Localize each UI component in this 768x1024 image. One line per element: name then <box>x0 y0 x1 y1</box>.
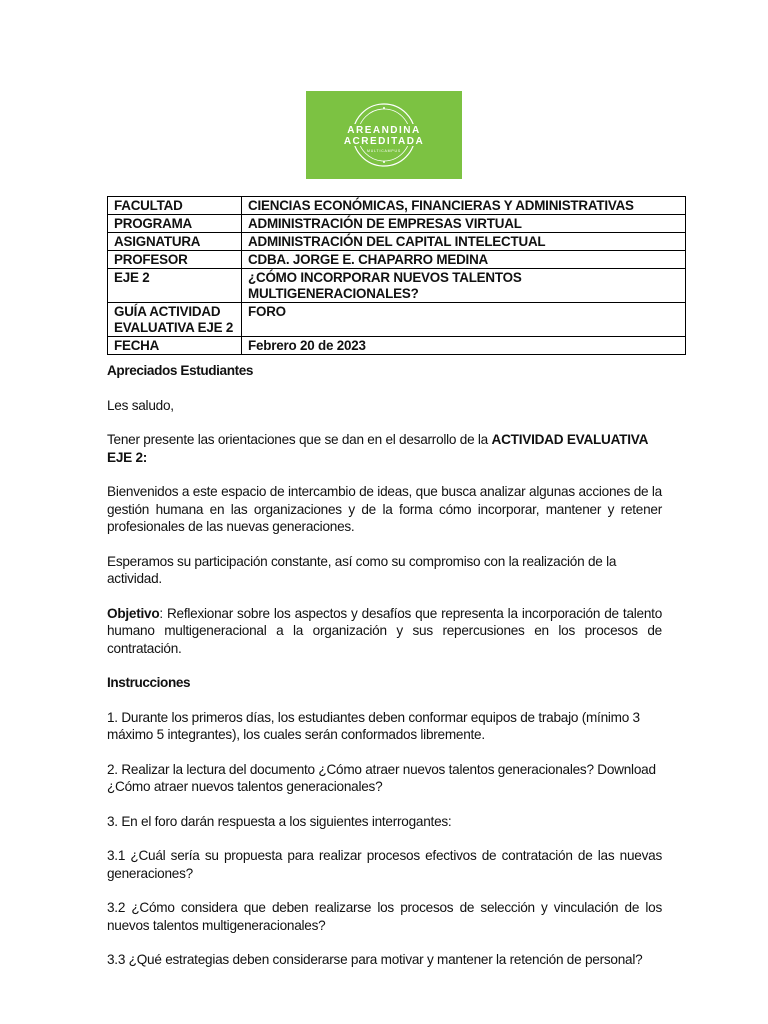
intro-bold: ACTIVIDAD EVALUATIVA EJE 2: <box>107 432 648 465</box>
table-row <box>108 251 686 269</box>
logo-line3: MULTICAMPUS <box>366 149 402 153</box>
greeting-heading: Apreciados Estudiantes <box>107 363 254 378</box>
intro-paragraph <box>107 431 662 466</box>
row-key-eje: EJE 2 <box>108 269 242 303</box>
row-value-facultad: CIENCIAS ECONÓMICAS, FINANCIERAS Y ADMINISTRATIVAS <box>242 197 686 215</box>
row-key-fecha: FECHA <box>108 337 242 355</box>
table-row <box>108 215 686 233</box>
instruction-item-2: 2. Realizar la lectura del documento ¿Cómo atraer nuevos talentos generacionales? Download ¿Cómo atraer nuevos talentos generacionales? <box>107 761 656 794</box>
row-key-guia <box>108 303 242 337</box>
instruction-item-1: 1. Durante los primeros días, los estudiantes deben conformar equipos de trabajo (mínimo 3 máximo 5 integrantes), los cuales serán conformados libremente. <box>107 709 640 742</box>
row-key-profesor: PROFESOR <box>108 251 242 269</box>
course-info-table <box>107 196 686 355</box>
table-row <box>108 197 686 215</box>
row-key-asignatura: ASIGNATURA <box>108 233 242 251</box>
table-row <box>108 269 686 303</box>
objective-label: Objetivo <box>107 605 160 621</box>
logo-line2: ACREDITADA <box>343 136 425 147</box>
row-key-guia-line2: EVALUATIVA EJE 2 <box>114 320 234 335</box>
instruction-item-3: 3. En el foro darán respuesta a los siguientes interrogantes: <box>107 813 452 829</box>
table-row <box>108 337 686 355</box>
row-value-fecha: Febrero 20 de 2023 <box>242 337 686 355</box>
question-3-1: 3.1 ¿Cuál sería su propuesta para realizar procesos efectivos de contratación de las nuevas generaciones? <box>107 848 662 881</box>
logo-seal-icon <box>306 91 462 179</box>
question-3-2: 3.2 ¿Cómo considera que deben realizarse los procesos de selección y vinculación de los nuevos talentos multigeneracionales? <box>107 900 662 933</box>
row-value-eje: ¿CÓMO INCORPORAR NUEVOS TALENTOS MULTIGENERACIONALES? <box>242 269 686 303</box>
row-key-programa: PROGRAMA <box>108 215 242 233</box>
row-value-guia: FORO <box>242 303 686 337</box>
welcome-paragraph: Bienvenidos a este espacio de intercambio de ideas, que busca analizar algunas acciones de la gestión humana en las organizaciones y de la forma cómo incorporar, mantener y retener profesionales de las nuevas generaciones. <box>107 484 662 534</box>
table-row <box>108 233 686 251</box>
document-body <box>107 362 662 969</box>
instructions-heading: Instrucciones <box>107 675 191 690</box>
row-value-asignatura: ADMINISTRACIÓN DEL CAPITAL INTELECTUAL <box>242 233 686 251</box>
table-row <box>108 303 686 337</box>
logo-line1: AREANDINA <box>347 125 421 136</box>
salutation: Les saludo, <box>107 397 174 413</box>
areandina-logo <box>306 91 462 179</box>
objective-text: : Reflexionar sobre los aspectos y desafíos que representa la incorporación de talento humano multigeneracional a la organización y sus repercusiones en los procesos de contratación. <box>107 605 662 656</box>
participation-paragraph: Esperamos su participación constante, así como su compromiso con la realización de la actividad. <box>107 553 617 586</box>
question-3-3: 3.3 ¿Qué estrategias deben considerarse para motivar y mantener la retención de personal? <box>107 952 643 967</box>
row-key-facultad: FACULTAD <box>108 197 242 215</box>
objective-paragraph <box>107 605 662 658</box>
row-value-profesor: CDBA. JORGE E. CHAPARRO MEDINA <box>242 251 686 269</box>
row-value-programa: ADMINISTRACIÓN DE EMPRESAS VIRTUAL <box>242 215 686 233</box>
row-key-guia-line1: GUÍA ACTIVIDAD <box>114 304 221 319</box>
intro-text: Tener presente las orientaciones que se dan en el desarrollo de la <box>107 432 492 447</box>
